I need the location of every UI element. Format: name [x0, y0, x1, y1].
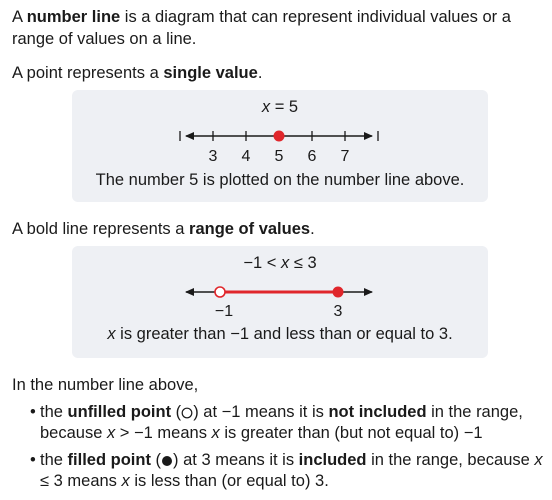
range-intro-text: A bold line represents a — [12, 220, 190, 238]
bullet1-bold-term: unfilled point — [67, 403, 172, 421]
point-intro-text: A point represents a — [12, 64, 164, 82]
example1-equation-rest: = 5 — [270, 98, 299, 116]
tick-label: 3 — [208, 148, 218, 165]
number-line-range — [72, 246, 488, 326]
bullet2-text-mid: ) at 3 means it is — [173, 451, 299, 469]
bullet2-bold-included: included — [298, 451, 367, 469]
bullet2-bold-term: filled point — [67, 451, 151, 469]
end-point-label: 3 — [333, 303, 343, 320]
example-single-value-box — [72, 90, 488, 202]
example-range-box — [72, 246, 488, 358]
plotted-point — [274, 131, 285, 142]
intro-text: A — [12, 8, 27, 26]
bullet-filled-point — [30, 450, 550, 492]
bullet1-text-end: is greater than (but not equal to) −1 — [219, 424, 483, 442]
bullet1-text: the — [40, 403, 68, 421]
range-intro-text-end: . — [310, 220, 315, 238]
example1-caption: The number 5 is plotted on the number line above. — [95, 171, 465, 189]
example2-inequality-right: ≤ 3 — [289, 254, 317, 272]
number-line-single — [72, 90, 488, 170]
bullet1-text-mid: ) at −1 means it is — [193, 403, 329, 421]
filled-circle-icon — [161, 455, 173, 467]
example1-variable: x — [261, 98, 271, 116]
point-intro-paragraph — [12, 62, 262, 84]
start-point-label: −1 — [214, 303, 234, 320]
bullet1-text-ineq: > −1 means — [115, 424, 212, 442]
bullet1-paren-open: ( — [171, 403, 182, 421]
tick-label: 5 — [274, 148, 284, 165]
intro-bold-term: number line — [26, 8, 121, 26]
tick-label: 6 — [307, 148, 317, 165]
tick-label: 4 — [241, 148, 251, 165]
unfilled-circle-icon — [181, 407, 193, 419]
example2-caption — [72, 325, 488, 344]
bullet2-text-ineq: ≤ 3 means — [40, 472, 122, 490]
bullet1-text-because: in the range, because — [40, 403, 523, 442]
unfilled-start-point — [215, 287, 225, 297]
bullet1-variable-2: x — [211, 424, 220, 442]
range-intro-bold-term: range of values — [189, 220, 311, 238]
intro-paragraph — [12, 6, 542, 50]
example2-variable: x — [280, 254, 290, 272]
bullet2-variable: x — [534, 451, 543, 469]
bullet-dot: • — [30, 403, 36, 421]
intro-text-rest: is a diagram that can represent individual values or a range of values on a line. — [12, 8, 511, 48]
explanation-list — [30, 402, 550, 498]
point-intro-bold-term: single value — [163, 64, 258, 82]
bullet1-variable: x — [106, 424, 116, 442]
example2-caption-rest: is greater than −1 and less than or equal to 3. — [115, 325, 453, 343]
point-intro-text-end: . — [257, 64, 263, 82]
filled-end-point — [333, 287, 344, 298]
above-paragraph: In the number line above, — [12, 376, 199, 394]
bullet2-text-because: in the range, because — [366, 451, 535, 469]
example2-inequality-left: −1 < — [243, 254, 281, 272]
bullet2-text-end: is less than (or equal to) 3. — [129, 472, 329, 490]
bullet1-bold-not-included: not included — [328, 403, 427, 421]
bullet2-variable-2: x — [121, 472, 130, 490]
example2-caption-variable: x — [107, 325, 116, 343]
bullet-unfilled-point — [30, 402, 550, 444]
bullet2-text: the — [40, 451, 68, 469]
bullet-dot: • — [30, 451, 36, 469]
bullet2-paren-open: ( — [150, 451, 162, 469]
tick-label: 7 — [340, 148, 350, 165]
range-intro-paragraph — [12, 218, 315, 240]
